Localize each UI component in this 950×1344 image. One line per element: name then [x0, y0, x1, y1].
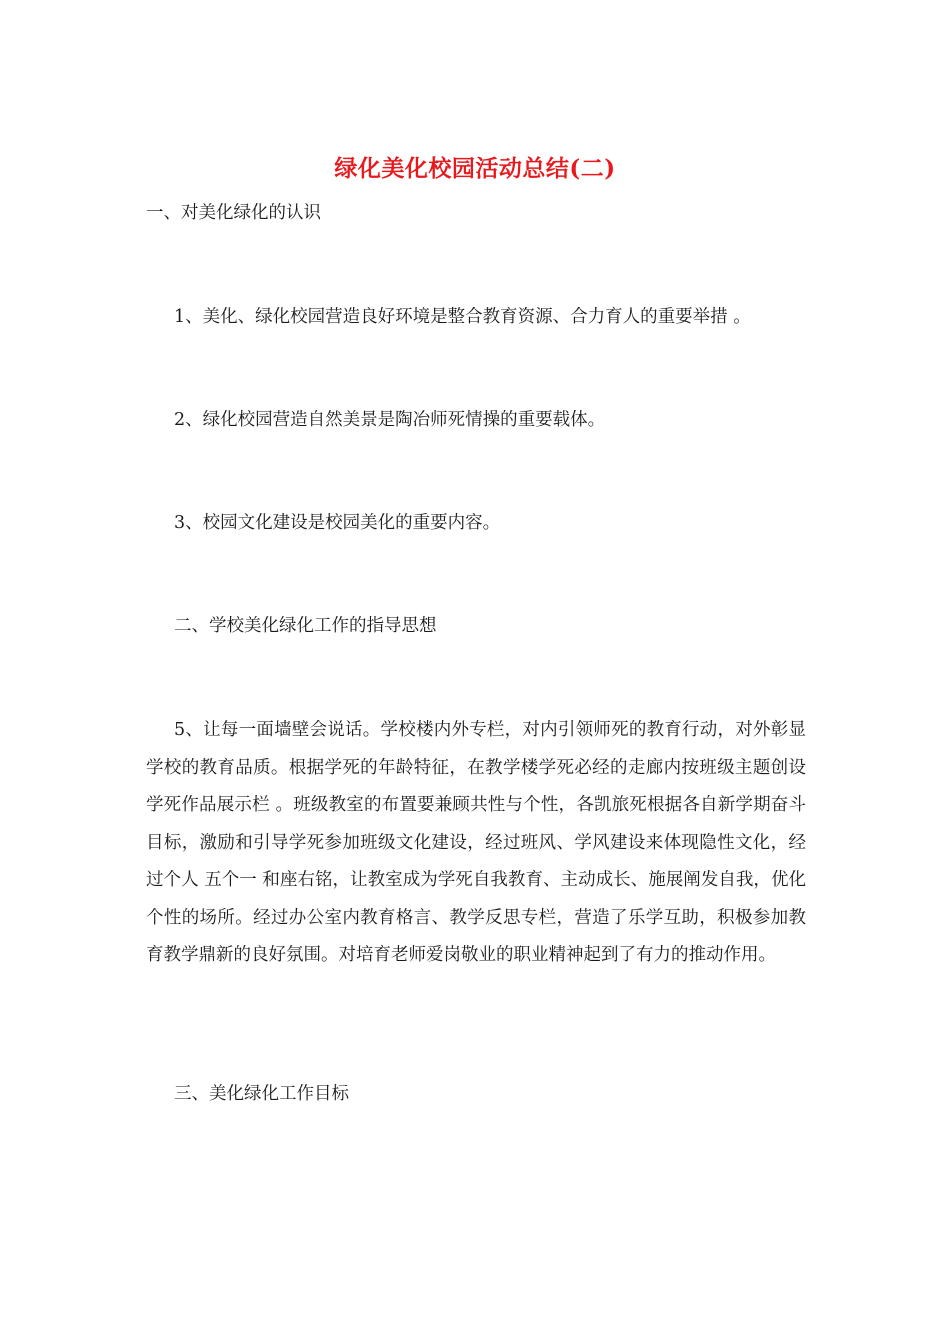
paragraph-item-2: 2、绿化校园营造自然美景是陶冶师死情操的重要载体。	[174, 410, 606, 430]
section-heading-2: 二、学校美化绿化工作的指导思想	[174, 616, 437, 636]
paragraph-item-1: 1、美化、绿化校园营造良好环境是整合教育资源、合力育人的重要举措 。	[174, 307, 751, 327]
section-heading-1: 一、对美化绿化的认识	[146, 203, 321, 223]
paragraph-item-5: 5、让每一面墙壁会说话。学校楼内外专栏，对内引领师死的教育行动，对外彰显学校的教育品质。根据学死的年龄特征，在教学楼学死必经的走廊内按班级主题创设 学死作品展示栏 。班级教室的布置要兼顾共性与个性，各凯旅死根据各自新学期奋斗目标，激励和引导学死参加班级文化建设，经过班风、学风建设来体现隐性文化，经过个人 五个一 和座右铭，让教室成为学死自我教育、主动成长、施展阐发自我，优化个性的场所。经过办公室内教育格言、教学反思专栏，营造了乐学互助，积极参加教育教学鼎新的良好氛围。对培育老师爱岗敬业的职业精神起到了有力的推动作用。	[146, 720, 806, 965]
document-title: 绿化美化校园活动总结(二)	[334, 155, 616, 182]
section-heading-3: 三、美化绿化工作目标	[174, 1084, 349, 1104]
paragraph-item-3: 3、校园文化建设是校园美化的重要内容。	[174, 513, 501, 533]
